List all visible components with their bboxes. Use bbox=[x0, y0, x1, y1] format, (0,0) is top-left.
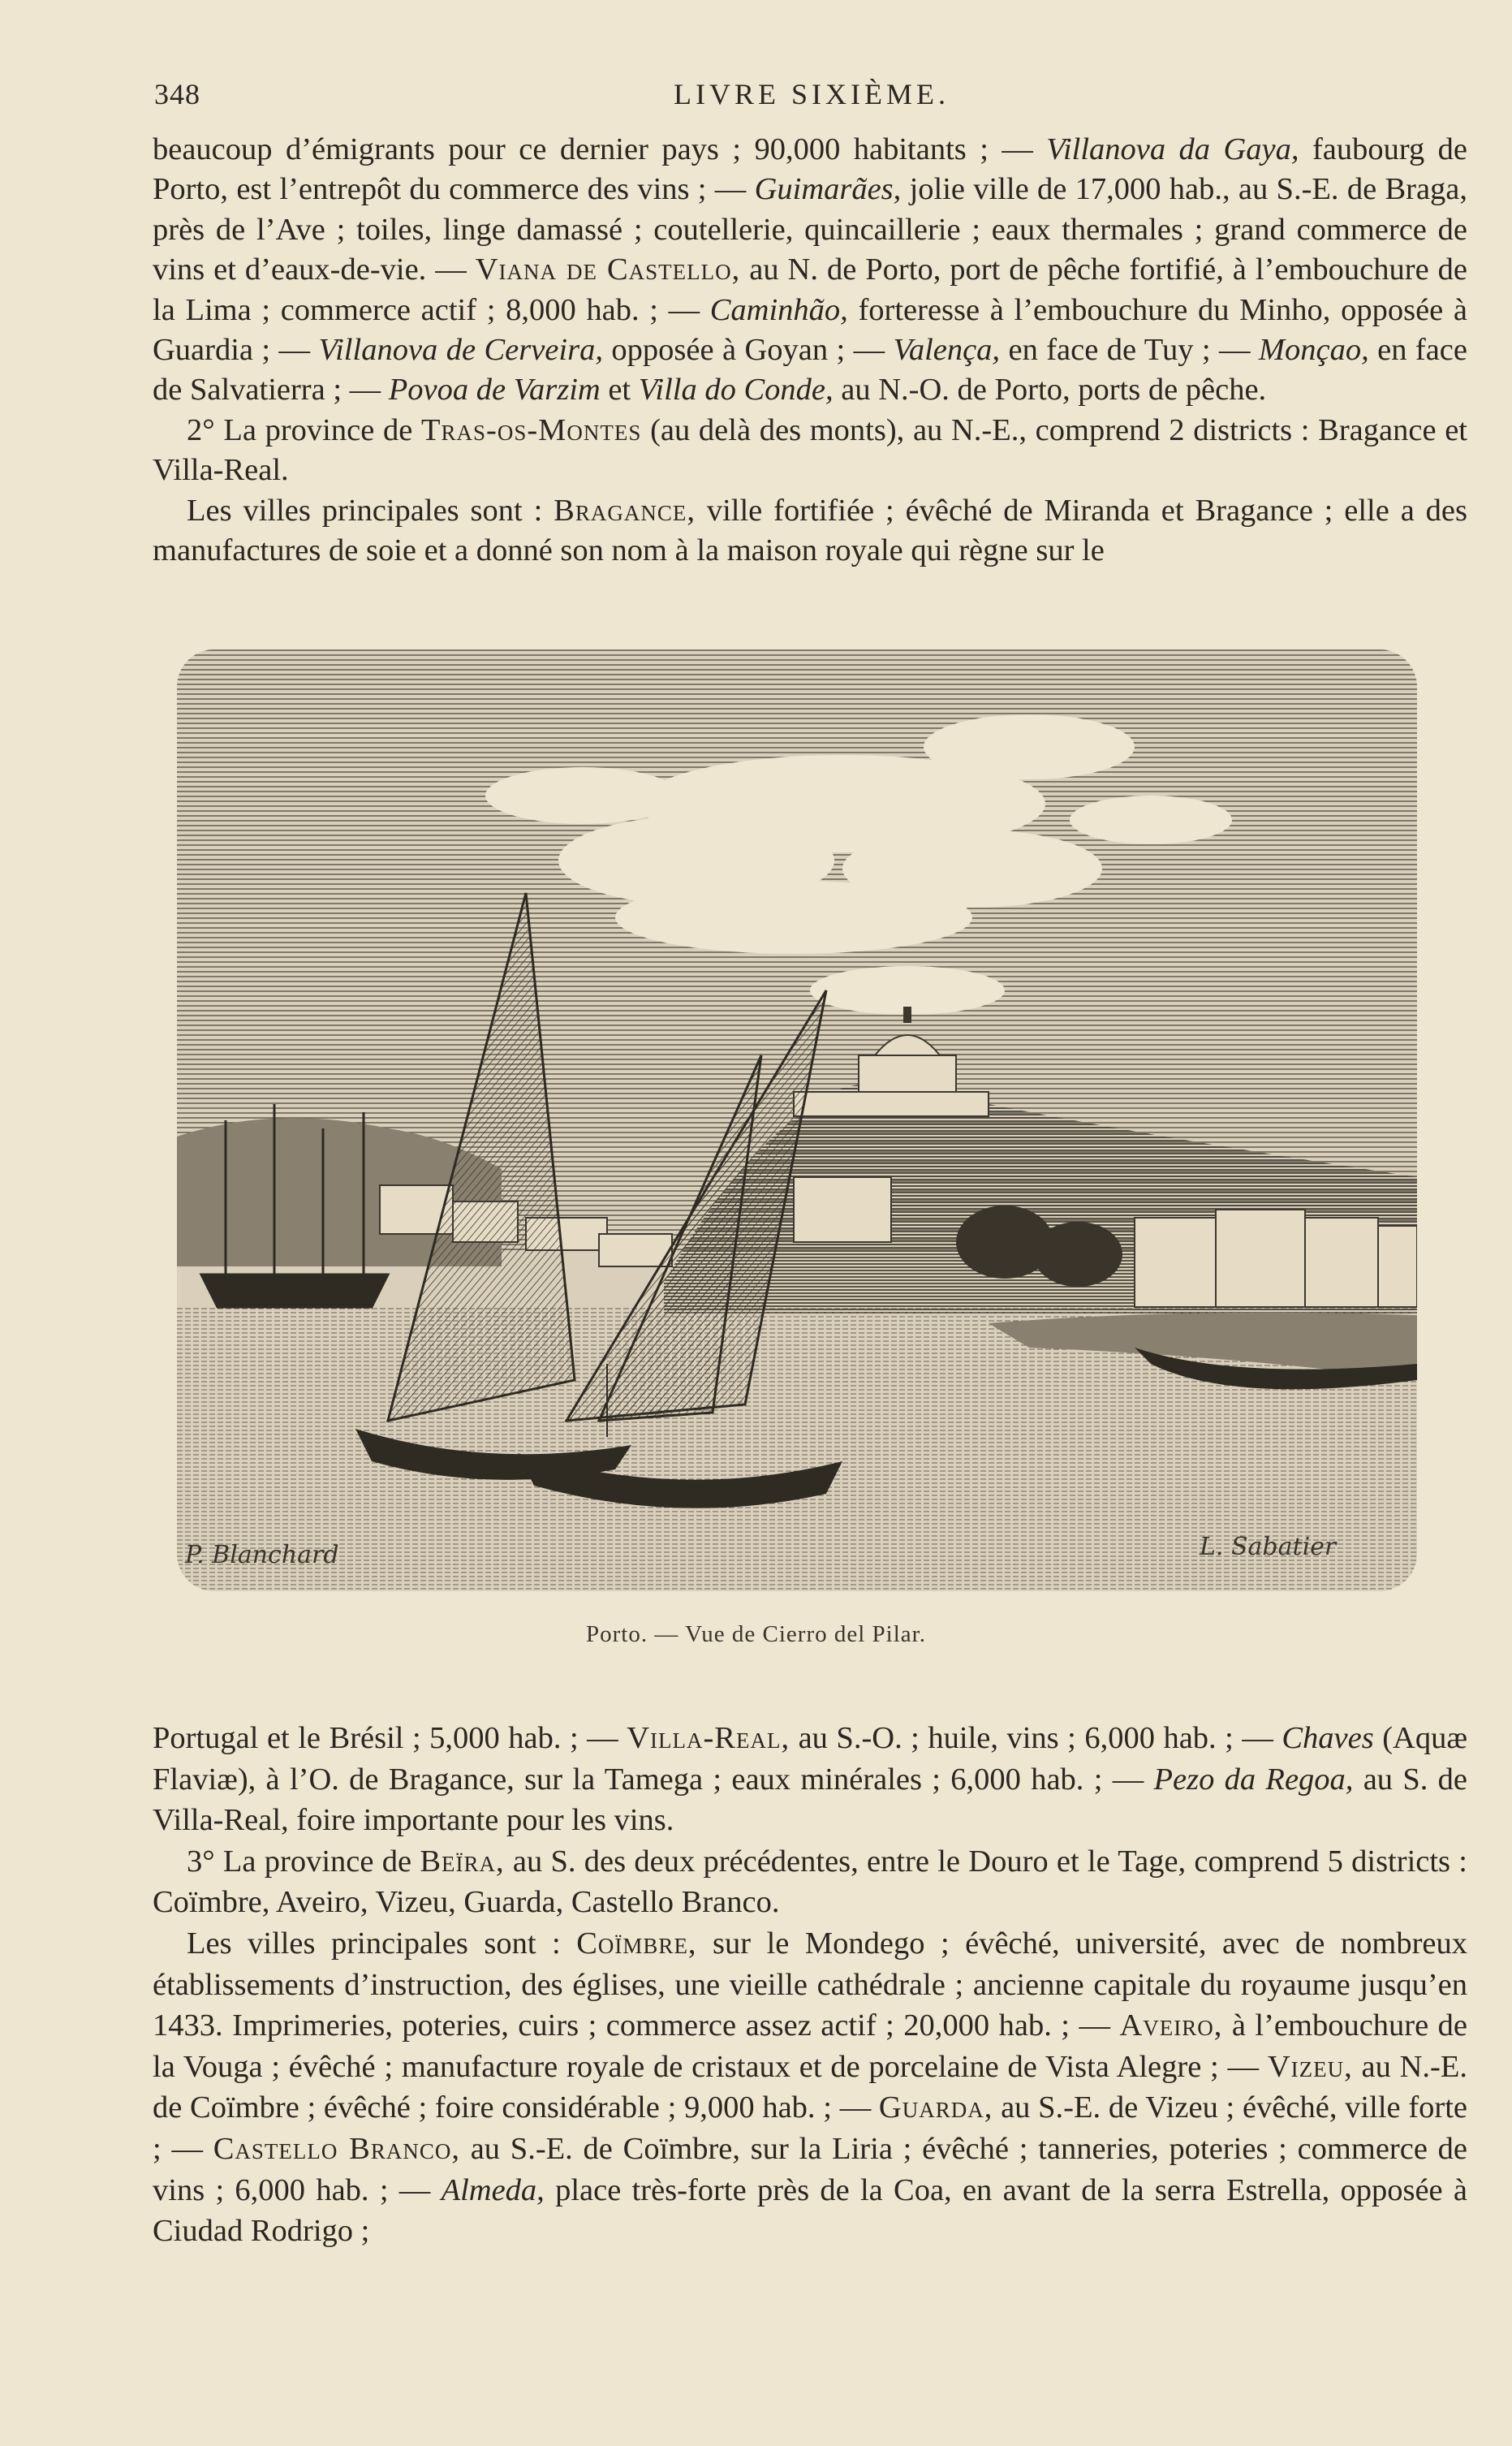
paragraph: beaucoup d’émigrants pour ce dernier pays ; 90,000 habitants ; — Villanova da Gaya, faubourg de Porto, est l’entrepôt du commerce des vins ; — Guimarães, jolie ville de 17,000 hab., au S.-E. de Braga, près de l’Ave ; toiles, linge damassé ; coutellerie, quincaillerie ; eaux thermales ; grand commerce de vins et d’eaux-de-vie. — Viana de Castello, au N. de Porto, port de pêche fortifié, à l’embouchure de la Lima ; commerce actif ; 8,000 hab. ; — Caminhão, forteresse à l’embouchure du Minho, opposée à Guardia ; — Villanova de Cerveira, opposée à Goyan ; — Valença, en face de Tuy ; — Monçao, en face de Salvatierra ; — Povoa de Varzim et Villa do Conde, au N.-O. de Porto, ports de pêche. bbox=[153, 132, 1468, 408]
running-head: LIVRE SIXIÈME. bbox=[674, 78, 950, 110]
page-header bbox=[154, 77, 1469, 118]
paragraph: Les villes principales sont : Bragance, ville fortifiée ; évêché de Miranda et Bragance ; elle a des manufactures de soie et a donné son nom à la maison royale qui règne sur le bbox=[153, 493, 1467, 568]
figure-caption: Porto. — Vue de Cierro del Pilar. bbox=[586, 1621, 926, 1647]
signature-right: L. Sabatier bbox=[1200, 1533, 1337, 1561]
paragraph: 2° La province de Tras-os-Montes (au delà des monts), au N.-E., comprend 2 districts : Bragance et Villa-Real. bbox=[153, 412, 1467, 488]
signature-left: P. Blanchard bbox=[185, 1541, 339, 1569]
text-block-top bbox=[153, 130, 1467, 571]
engraving-illustration bbox=[177, 649, 1417, 1591]
text-block-bottom bbox=[153, 1718, 1467, 2252]
paragraph: Portugal et le Brésil ; 5,000 hab. ; — Villa-Real, au S.-O. ; huile, vins ; 6,000 hab. ; — Chaves (Aquæ Flaviæ), à l’O. de Bragance, sur la Tamega ; eaux minérales ; 6,000 hab. ; — Pezo da Regoa, au S. de Villa-Real, foire importante pour les vins. bbox=[153, 1721, 1468, 1838]
paragraph: Les villes principales sont : Coïmbre, sur le Mondego ; évêché, université, avec de nombreux établissements d’instruction, des églises, une vieille cathédrale ; ancienne capitale du royaume jusqu’en 1433. Imprimeries, poteries, cuirs ; commerce assez actif ; 20,000 hab. ; — Aveiro, à l’embouchure de la Vouga ; évêché ; manufacture royale de cristaux et de porcelaine de Vista Alegre ; — Vizeu, au N.-E. de Coïmbre ; évêché ; foire considérable ; 9,000 hab. ; — Guarda, au S.-E. de Vizeu ; évêché, ville forte ; — Castello Branco, au S.-E. de Coïmbre, sur la Liria ; évêché ; tanneries, poteries ; commerce de vins ; 6,000 hab. ; — Almeda, place très-forte près de la Coa, en avant de la serra Estrella, opposée à Ciudad Rodrigo ; bbox=[153, 1926, 1468, 2249]
page-number: 348 bbox=[154, 78, 200, 110]
engraving-porto bbox=[177, 649, 1417, 1591]
paragraph: 3° La province de Beïra, au S. des deux précédentes, entre le Douro et le Tage, comprend 5 districts : Coïmbre, Aveiro, Vizeu, Guarda, Castello Branco. bbox=[153, 1844, 1467, 1920]
